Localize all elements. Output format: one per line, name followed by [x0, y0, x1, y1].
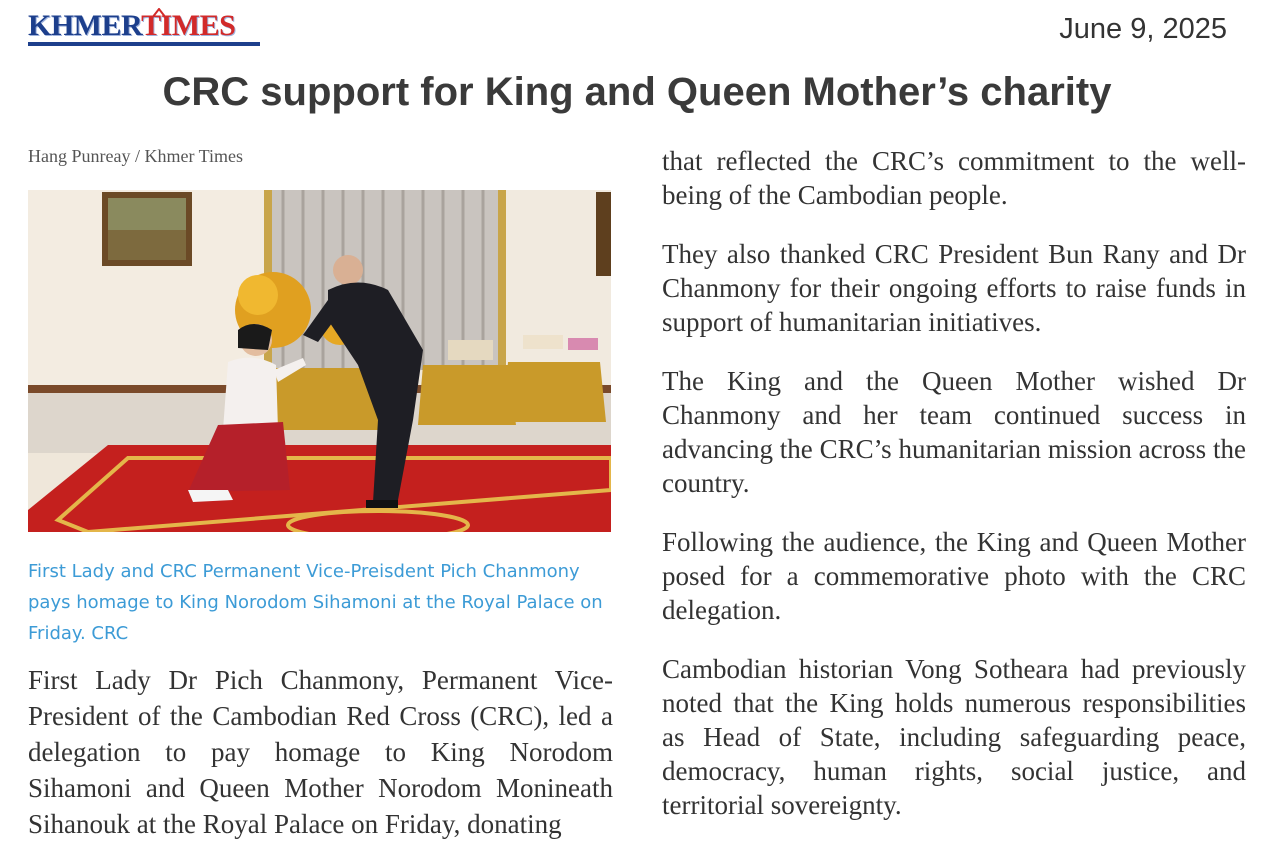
- article-byline: Hang Punreay / Khmer Times: [28, 146, 243, 166]
- article-body-right-column: [662, 144, 1246, 847]
- photo-caption: First Lady and CRC Permanent Vice-Preisdent Pich Chanmony pays homage to King Norodom Sihamoni at the Royal Palace on Friday. CRC: [28, 561, 603, 644]
- body-paragraph: First Lady Dr Pich Chanmony, Permanent Vice-President of the Cambodian Red Cross (CRC), led a delegation to pay homage to King Norodom Sihamoni and Queen Mother Norodom Monineath Sihanouk at the Royal Palace on Friday, donating: [28, 665, 613, 839]
- photo-illustration: [28, 190, 611, 532]
- publication-date: June 9, 2025: [1059, 13, 1227, 45]
- article-photo: [28, 190, 611, 532]
- logo-word-times: TIMES: [141, 9, 236, 42]
- logo-word-khmer: KHMER: [28, 9, 142, 42]
- article-body-left-column: [28, 662, 613, 842]
- masthead-logo[interactable]: [28, 8, 260, 48]
- body-paragraph: Cambodian historian Vong Sotheara had previously noted that the King holds numerous responsibilities as Head of State, including safeguarding peace, democracy, human rights, social justice, and territorial sovereignty.: [662, 654, 1246, 820]
- body-paragraph: Following the audience, the King and Queen Mother posed for a commemorative photo with the CRC delegation.: [662, 527, 1246, 625]
- body-paragraph: that reflected the CRC’s commitment to the well-being of the Cambodian people.: [662, 146, 1246, 210]
- logo-wordmark: [28, 10, 235, 42]
- article-headline: CRC support for King and Queen Mother’s charity: [162, 70, 1112, 114]
- logo-star-icon: [150, 8, 168, 20]
- logo-underline: [28, 42, 260, 46]
- body-paragraph: They also thanked CRC President Bun Rany and Dr Chanmony for their ongoing efforts to raise funds in support of humanitarian initiatives.: [662, 239, 1246, 337]
- body-paragraph: The King and the Queen Mother wished Dr Chanmony and her team continued success in advancing the CRC’s humanitarian mission across the country.: [662, 366, 1246, 498]
